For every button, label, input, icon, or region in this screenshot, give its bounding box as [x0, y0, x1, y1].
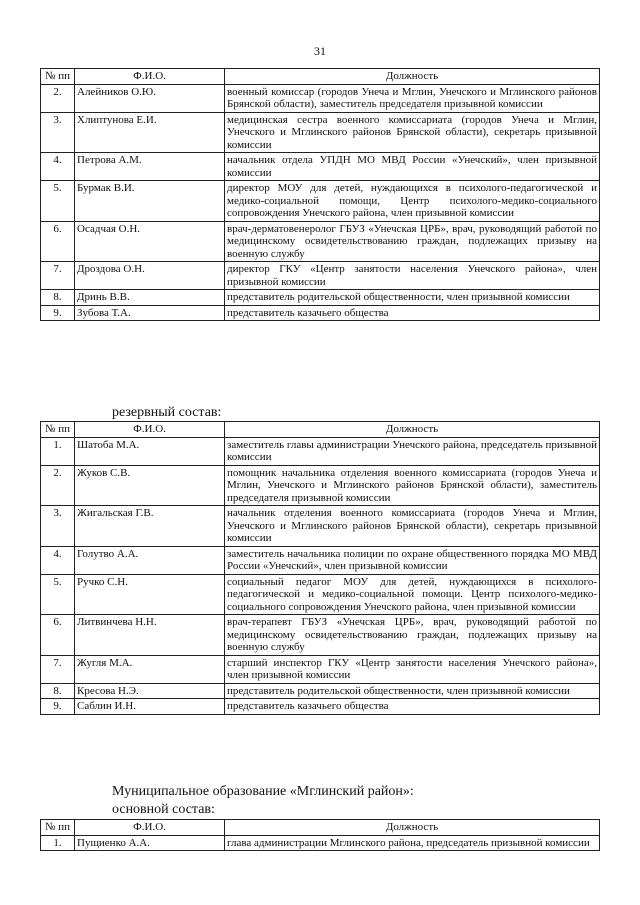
member-name: Осадчая О.Н.: [75, 221, 225, 262]
member-name: Шатоба М.А.: [75, 437, 225, 465]
row-number: 7.: [41, 262, 75, 290]
table-row: [41, 112, 600, 153]
member-name: Дроздова О.Н.: [75, 262, 225, 290]
member-position: врач-терапевт ГБУЗ «Унечская ЦРБ», врач, руководящий работой по медицинскому освидетельствованию граждан, подлежащих призыву на военную службу: [225, 615, 600, 656]
table-row: [41, 465, 600, 506]
table-row: [41, 437, 600, 465]
row-number: 3.: [41, 506, 75, 547]
member-position: представитель родительской общественности, член призывной комиссии: [225, 290, 600, 306]
column-header-position: Должность: [225, 69, 600, 85]
table-row: [41, 290, 600, 306]
row-number: 1.: [41, 437, 75, 465]
member-position: заместитель главы администрации Унечского района, председатель призывной комиссии: [225, 437, 600, 465]
column-header-name: Ф.И.О.: [75, 69, 225, 85]
row-number: 1.: [41, 835, 75, 851]
member-name: Зубова Т.А.: [75, 305, 225, 321]
member-position: директор МОУ для детей, нуждающихся в психолого-педагогической и медико-социальной помощи, Центр психолого-медико-социального сопровождения Унечского района, член призывной комиссии: [225, 181, 600, 222]
member-position: старший инспектор ГКУ «Центр занятости населения Унечского района», член призывной комиссии: [225, 655, 600, 683]
member-name: Пущиенко А.А.: [75, 835, 225, 851]
table-row: [41, 683, 600, 699]
member-name: Жугля М.А.: [75, 655, 225, 683]
member-name: Голутво А.А.: [75, 546, 225, 574]
column-header-number: № пп: [41, 422, 75, 438]
row-number: 6.: [41, 615, 75, 656]
column-header-name: Ф.И.О.: [75, 820, 225, 836]
member-position: медицинская сестра военного комиссариата (городов Унеча и Мглин, Унечского и Мглинского районов Брянской области), секретарь призывной комиссии: [225, 112, 600, 153]
table-header-row: [41, 69, 600, 85]
table-row: [41, 835, 600, 851]
member-name: Литвинчева Н.Н.: [75, 615, 225, 656]
row-number: 8.: [41, 683, 75, 699]
row-number: 8.: [41, 290, 75, 306]
member-position: глава администрации Мглинского района, председатель призывной комиссии: [225, 835, 600, 851]
member-name: Ручко С.Н.: [75, 574, 225, 615]
member-name: Жуков С.В.: [75, 465, 225, 506]
member-position: заместитель начальника полиции по охране общественного порядка МО МВД России «Унечский», член призывной комиссии: [225, 546, 600, 574]
member-position: помощник начальника отделения военного комиссариата (городов Унеча и Мглин, Унечского и Мглинского районов Брянской области), заместитель председателя призывной комиссии: [225, 465, 600, 506]
member-name: Хлиптунова Е.И.: [75, 112, 225, 153]
member-name: Дринь В.В.: [75, 290, 225, 306]
row-number: 9.: [41, 699, 75, 715]
row-number: 4.: [41, 546, 75, 574]
row-number: 9.: [41, 305, 75, 321]
table-row: [41, 699, 600, 715]
column-header-position: Должность: [225, 422, 600, 438]
member-position: социальный педагог МОУ для детей, нуждающихся в психолого-педагогической и медико-социальной помощи. Центр психолого-медико-социального сопровождения Унечского района, член призывной комиссии: [225, 574, 600, 615]
page-number: 31: [314, 44, 326, 58]
row-number: 5.: [41, 181, 75, 222]
commission-mglin-table: [40, 819, 600, 851]
member-position: представитель казачьего общества: [225, 699, 600, 715]
row-number: 5.: [41, 574, 75, 615]
row-number: 3.: [41, 112, 75, 153]
table-row: [41, 262, 600, 290]
table-header-row: [41, 422, 600, 438]
column-header-position: Должность: [225, 820, 600, 836]
table-row: [41, 574, 600, 615]
table-row: [41, 615, 600, 656]
commission-reserve-table: [40, 421, 600, 715]
member-position: военный комиссар (городов Унеча и Мглин, Унечского и Мглинского районов Брянской области), заместитель председателя призывной комиссии: [225, 84, 600, 112]
member-name: Алейников О.Ю.: [75, 84, 225, 112]
table-header-row: [41, 820, 600, 836]
municipality-heading: Муниципальное образование «Мглинский район»:: [112, 784, 414, 799]
table-row: [41, 221, 600, 262]
table-row: [41, 506, 600, 547]
member-name: Бурмак В.И.: [75, 181, 225, 222]
main-composition-heading: основной состав:: [112, 802, 215, 817]
row-number: 2.: [41, 465, 75, 506]
row-number: 6.: [41, 221, 75, 262]
member-name: Жигальская Г.В.: [75, 506, 225, 547]
member-position: представитель казачьего общества: [225, 305, 600, 321]
member-name: Саблин И.Н.: [75, 699, 225, 715]
column-header-number: № пп: [41, 69, 75, 85]
table-row: [41, 546, 600, 574]
row-number: 2.: [41, 84, 75, 112]
reserve-heading: резервный состав:: [112, 405, 222, 420]
member-position: представитель родительской общественности, член призывной комиссии: [225, 683, 600, 699]
table-row: [41, 305, 600, 321]
column-header-name: Ф.И.О.: [75, 422, 225, 438]
member-position: врач-дерматовенеролог ГБУЗ «Унечская ЦРБ», врач, руководящий работой по медицинскому освидетельствованию граждан, подлежащих призыву на военную службу: [225, 221, 600, 262]
member-name: Петрова А.М.: [75, 153, 225, 181]
table-row: [41, 84, 600, 112]
member-position: директор ГКУ «Центр занятости населения Унечского района», член призывной комиссии: [225, 262, 600, 290]
column-header-number: № пп: [41, 820, 75, 836]
commission-main-table: [40, 68, 600, 321]
member-position: начальник отдела УПДН МО МВД России «Унечский», член призывной комиссии: [225, 153, 600, 181]
row-number: 4.: [41, 153, 75, 181]
table-row: [41, 153, 600, 181]
table-row: [41, 655, 600, 683]
row-number: 7.: [41, 655, 75, 683]
table-row: [41, 181, 600, 222]
member-name: Кресова Н.Э.: [75, 683, 225, 699]
member-position: начальник отделения военного комиссариата (городов Унеча и Мглин, Унечского и Мглинского районов Брянской области), секретарь призывной комиссии: [225, 506, 600, 547]
